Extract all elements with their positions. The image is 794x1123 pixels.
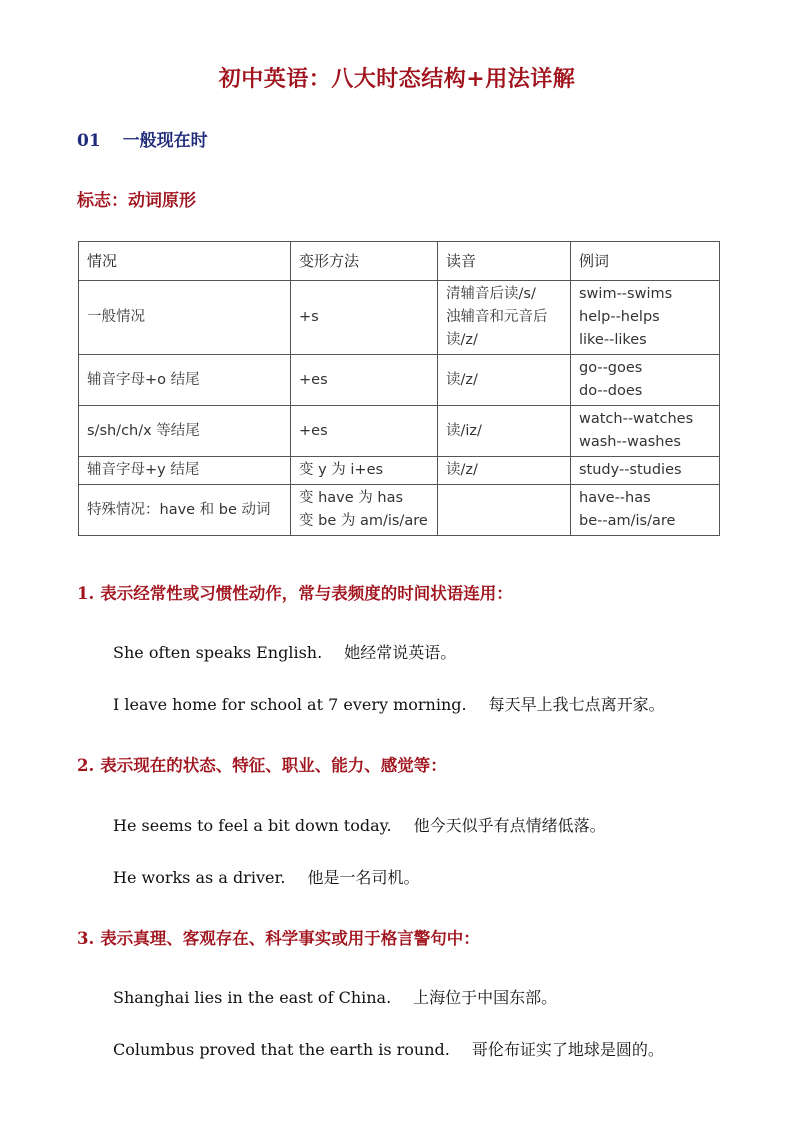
- pron-line: 清辅音后读/s/: [446, 286, 536, 302]
- section-number: 01: [77, 131, 101, 151]
- example-zh: 他是一名司机。: [307, 868, 420, 887]
- cell-pronunciation: [438, 485, 571, 536]
- cell-method: 变 y 为 i+es: [291, 457, 438, 485]
- table-row: [79, 406, 720, 457]
- pron-line: 浊辅音和元音后: [446, 309, 548, 325]
- example-word: have--has: [579, 490, 651, 506]
- cell-examples: [571, 281, 720, 355]
- example-sentence: [113, 813, 606, 836]
- example-en: Shanghai lies in the east of China.: [113, 988, 392, 1007]
- example-zh: 每天早上我七点离开家。: [488, 695, 665, 714]
- pron-line: 读/z/: [446, 332, 478, 348]
- example-zh: 哥伦布证实了地球是圆的。: [471, 1040, 664, 1059]
- cell-case: 辅音字母+o 结尾: [79, 355, 291, 406]
- document-title: 初中英语：八大时态结构+用法详解: [218, 66, 576, 92]
- example-sentence: [113, 865, 419, 888]
- example-word: like--likes: [579, 332, 647, 348]
- cell-case: 辅音字母+y 结尾: [79, 457, 291, 485]
- cell-pronunciation: 读/z/: [438, 355, 571, 406]
- example-en: I leave home for school at 7 every morning.: [113, 695, 467, 714]
- example-word: go--goes: [579, 360, 643, 376]
- cell-method: +s: [291, 281, 438, 355]
- rule-text: 表示真理、客观存在、科学事实或用于格言警句中：: [100, 929, 480, 948]
- table-row: [79, 485, 720, 536]
- usage-rule: [77, 925, 480, 949]
- header-pronunciation: 读音: [438, 242, 571, 281]
- rule-text: 表示经常性或习惯性动作，常与表频度的时间状语连用：: [100, 584, 513, 603]
- cell-case: 一般情况: [79, 281, 291, 355]
- example-en: He works as a driver.: [113, 868, 286, 887]
- example-word: help--helps: [579, 309, 660, 325]
- cell-case: 特殊情况：have 和 be 动词: [79, 485, 291, 536]
- usage-rule: [77, 752, 447, 776]
- method-line: 变 be 为 am/is/are: [299, 513, 428, 529]
- method-line: 变 have 为 has: [299, 490, 404, 506]
- cell-examples: [571, 485, 720, 536]
- rule-number: 3.: [77, 929, 95, 948]
- rule-number: 1.: [77, 584, 95, 603]
- cell-examples: study--studies: [571, 457, 720, 485]
- example-word: do--does: [579, 383, 643, 399]
- example-zh: 上海位于中国东部。: [413, 988, 558, 1007]
- cell-method: +es: [291, 355, 438, 406]
- example-word: swim--swims: [579, 286, 673, 302]
- rule-text: 表示现在的状态、特征、职业、能力、感觉等：: [100, 756, 447, 775]
- verb-forms-table: [78, 241, 720, 536]
- table-row: [79, 457, 720, 485]
- example-sentence: [113, 1037, 664, 1060]
- example-en: She often speaks English.: [113, 643, 323, 662]
- section-heading: [77, 126, 208, 151]
- cell-examples: [571, 355, 720, 406]
- header-examples: 例词: [571, 242, 720, 281]
- cell-method: [291, 485, 438, 536]
- cell-examples: [571, 406, 720, 457]
- rule-number: 2.: [77, 756, 95, 775]
- table-row: [79, 281, 720, 355]
- cell-pronunciation: 读/z/: [438, 457, 571, 485]
- cell-method: +es: [291, 406, 438, 457]
- example-sentence: [113, 985, 557, 1008]
- cell-case: s/sh/ch/x 等结尾: [79, 406, 291, 457]
- example-word: be--am/is/are: [579, 513, 676, 529]
- header-method: 变形方法: [291, 242, 438, 281]
- example-en: He seems to feel a bit down today.: [113, 816, 392, 835]
- example-sentence: [113, 692, 665, 715]
- section-name: 一般现在时: [122, 131, 208, 151]
- example-word: wash--washes: [579, 434, 681, 450]
- example-en: Columbus proved that the earth is round.: [113, 1040, 450, 1059]
- table-row: [79, 355, 720, 406]
- tense-marker: 标志：动词原形: [77, 191, 196, 211]
- example-word: watch--watches: [579, 411, 694, 427]
- table-header-row: [79, 242, 720, 281]
- example-sentence: [113, 640, 456, 663]
- example-zh: 她经常说英语。: [344, 643, 457, 662]
- cell-pronunciation: [438, 281, 571, 355]
- cell-pronunciation: 读/iz/: [438, 406, 571, 457]
- usage-rule: [77, 580, 513, 604]
- header-case: 情况: [79, 242, 291, 281]
- example-zh: 他今天似乎有点情绪低落。: [413, 816, 606, 835]
